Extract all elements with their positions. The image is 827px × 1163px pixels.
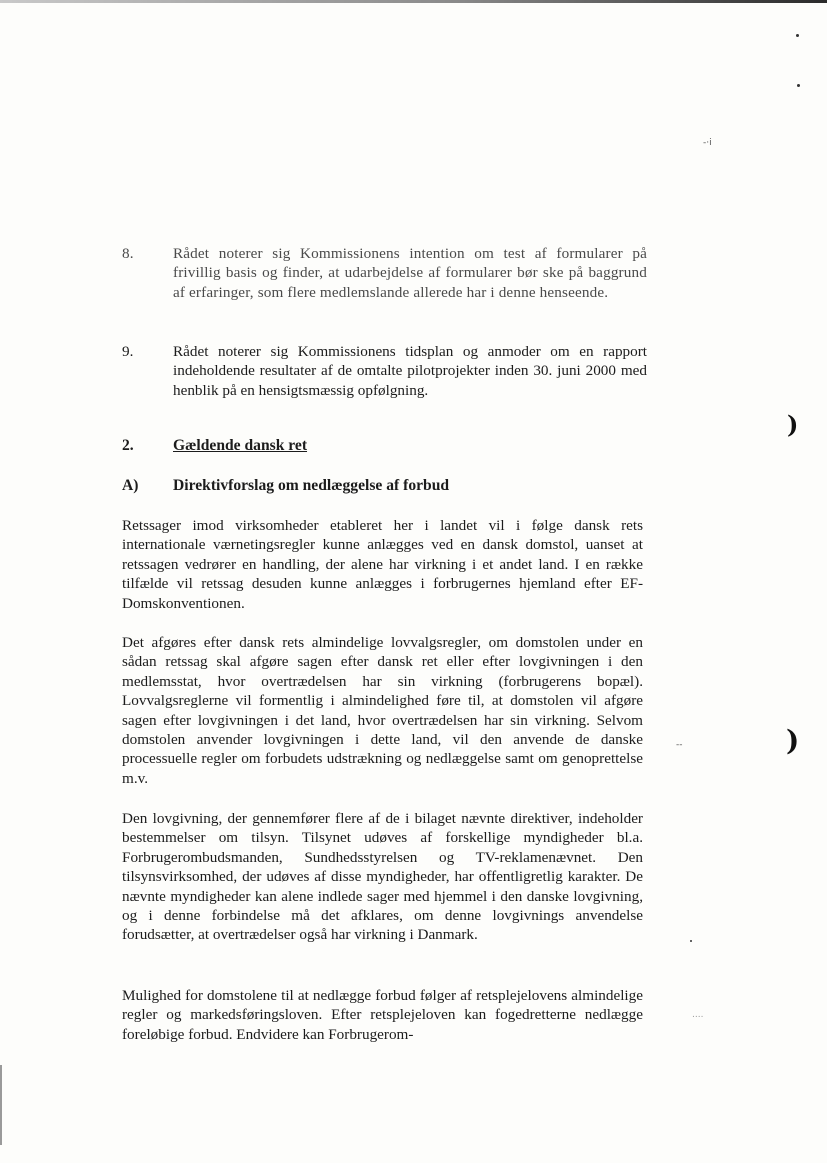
section-title: Gældende dansk ret <box>173 437 308 454</box>
scan-left-edge <box>0 1065 2 1145</box>
body-paragraph: Det afgøres efter dansk rets almindelige lovvalgsregler, om domstolen under en sådan retssag skal afgøre sagen efter dansk ret eller efter lovgivningen i den medlemsstat, hvor overtrædelsen har sin virkning (forbrugerens bopæl). Lovvalgsreglerne vil formentlig i almindelighed føre til, at domstolen vil afgøre sagen efter lovgivningen i det land, hvor overtrædelsen har sin virkning. Selvom domstolen anvender lovgivningen i dette land, vil den anvende de danske processuelle regler om forbudets udstrækning og nedlæggelse samt om genoprettelse m.v. <box>122 634 643 787</box>
scan-speck <box>796 34 799 37</box>
body-paragraph: Mulighed for domstolene til at nedlægge forbud følger af retsplejelovens almindelige regler og markedsføringsloven. Efter retsplejeloven kan fogedretterne nedlægge foreløbige forbud. Endvidere kan Forbrugerom- <box>122 987 643 1043</box>
scan-top-edge <box>0 0 827 3</box>
item-text: Rådet noterer sig Kommissionens intention om test af formularer på frivillig basis og finder, at udarbejdelse af formularer bør ske på baggrund af erfaringer, som flere medlemslande allerede har i denne henseende. <box>173 245 647 301</box>
body-paragraph: Den lovgivning, der gennemfører flere af de i bilaget nævnte direktiver, indeholder bestemmelser om tilsyn. Tilsynet udøves af forskellige myndigheder bl.a. Forbrugerombudsmanden, Sundhedsstyrelsen og TV-reklamenævnet. Den tilsynsvirksomhed, der udøves af disse myndigheder, har offentligretlig karakter. De nævnte myndigheder kan alene indlede sager med hjemmel i den danske lovgivning, og i denne forbindelse må det afklares, om denne lovgivnings anvendelse forudsætter, at overtrædelser også har virkning i Danmark. <box>122 810 643 944</box>
numbered-item-9 <box>122 342 647 400</box>
scan-speck <box>797 84 800 87</box>
body-paragraph: Retssager imod virksomheder etableret her i landet vil i følge dansk rets internationale værnetingsregler kunne anlægges ved en dansk domstol, uanset at retssagen vedrører en handling, der alene har virkning i et andet land. I en række tilfælde vil retssag desuden kunne anlægges i forbrugernes hjemland efter EF-Domskonventionen. <box>122 517 643 612</box>
numbered-item-8 <box>122 244 647 302</box>
scan-mark: -- <box>676 740 683 750</box>
margin-bracket-mark: ) <box>786 724 800 757</box>
item-number: 8. <box>122 245 134 262</box>
scan-mark: .... <box>692 1010 704 1020</box>
item-number: 9. <box>122 343 134 360</box>
subsection-title: Direktivforslag om nedlæggelse af forbud <box>173 477 450 494</box>
scan-speck <box>690 940 692 942</box>
margin-bracket-mark: ) <box>787 410 799 439</box>
section-number: 2. <box>122 437 134 454</box>
subsection-letter: A) <box>122 477 139 494</box>
item-text: Rådet noterer sig Kommissionens tidsplan og anmoder om en rapport indeholdende resultater af de omtalte pilotprojekter inden 30. juni 2000 med henblik på en hensigtsmæssig opfølgning. <box>173 343 647 399</box>
scan-mark: -·i <box>703 138 712 148</box>
